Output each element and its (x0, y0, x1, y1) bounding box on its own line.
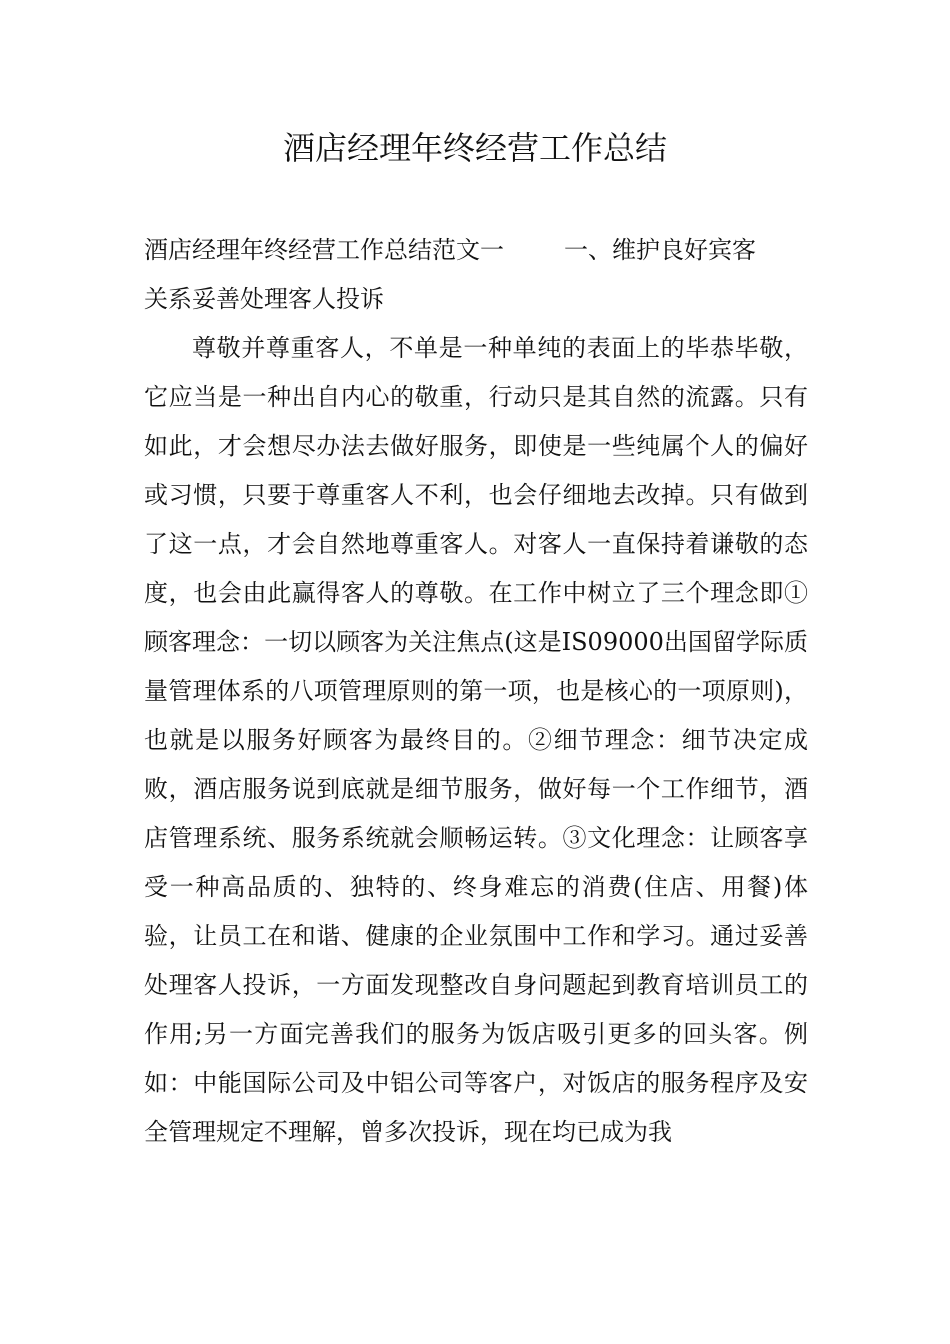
body-paragraph: 尊敬并尊重客人，不单是一种单纯的表面上的毕恭毕敬，它应当是一种出自内心的敬重，行动只是其自然的流露。只有如此，才会想尽办法去做好服务，即使是一些纯属个人的偏好或习惯，只要于尊重客人不利，也会仔细地去改掉。只有做到了这一点，才会自然地尊重客人。对客人一直保持着谦敬的态度，也会由此赢得客人的尊敬。在工作中树立了三个理念即①顾客理念：一切以顾客为关注焦点(这是IS09000出国留学际质量管理体系的八项管理原则的第一项，也是核心的一项原则)，也就是以服务好顾客为最终目的。②细节理念：细节决定成败，酒店服务说到底就是细节服务，做好每一个工作细节，酒店管理系统、服务系统就会顺畅运转。③文化理念：让顾客享受一种高品质的、独特的、终身难忘的消费(住店、用餐)体验，让员工在和谐、健康的企业氛围中工作和学习。通过妥善处理客人投诉，一方面发现整改自身问题起到教育培训员工的作用;另一方面完善我们的服务为饭店吸引更多的回头客。例如：中能国际公司及中铝公司等客户，对饭店的服务程序及安全管理规定不理解，曾多次投诉，现在均已成为我 (144, 334, 808, 1146)
intro-line (144, 226, 808, 275)
section-heading-continuation: 关系妥善处理客人投诉 (144, 285, 384, 313)
intro-right-text: 一、维护良好宾客 (564, 236, 756, 264)
page-title: 酒店经理年终经营工作总结 (282, 129, 667, 167)
intro-left-text: 酒店经理年终经营工作总结范文一 (144, 236, 504, 264)
document-body (144, 226, 808, 1157)
